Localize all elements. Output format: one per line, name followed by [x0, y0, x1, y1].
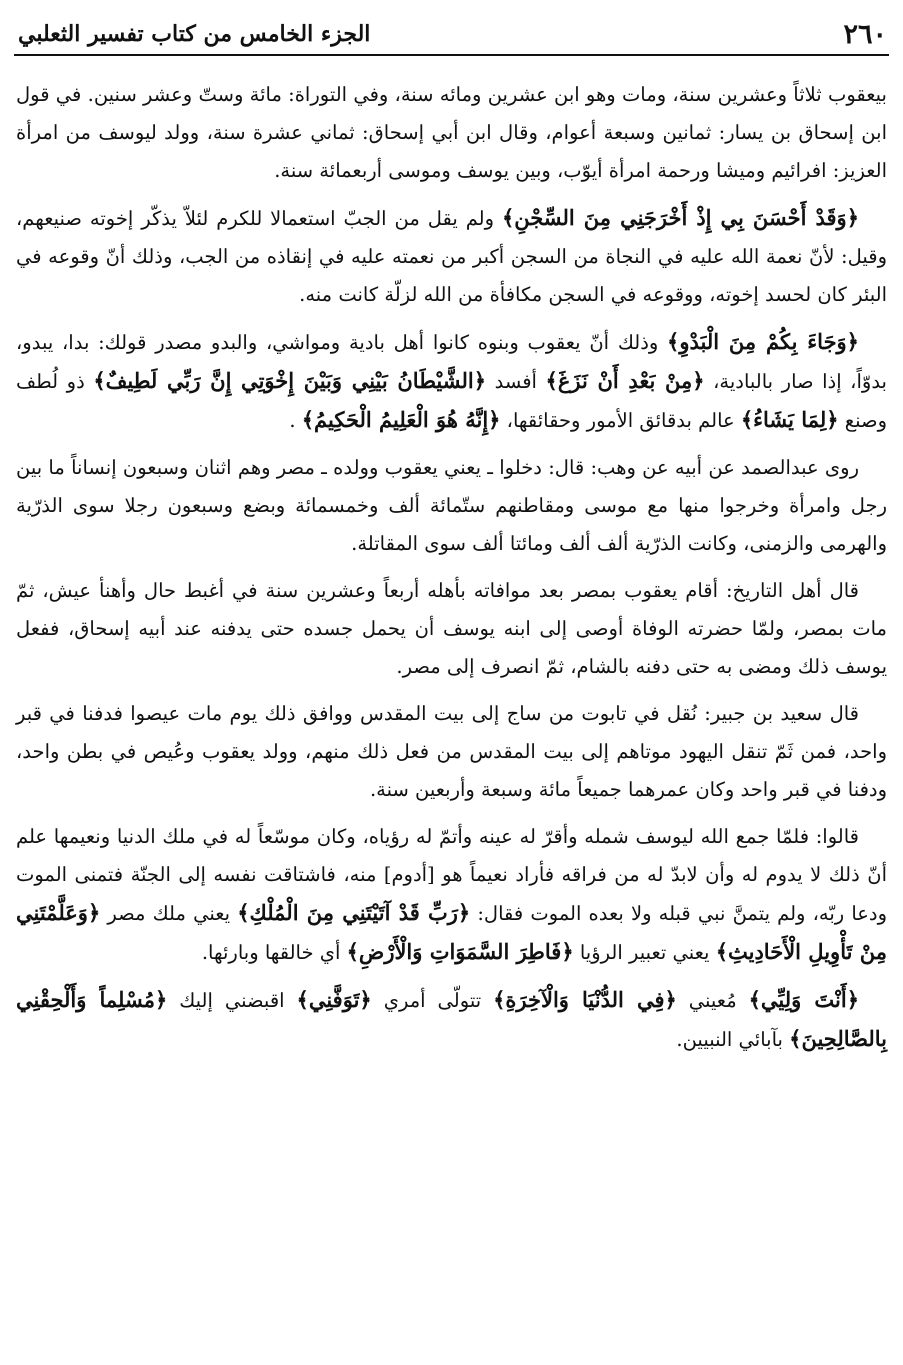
- quran-quote: ﴿وَجَاءَ بِكُمْ مِنَ الْبَدْوِ﴾: [667, 329, 859, 354]
- running-title: الجزء الخامس من كتاب تفسير الثعلبي: [18, 21, 371, 47]
- paragraph: [16, 323, 887, 440]
- paragraph-text: بيعقوب ثلاثاً وعشرين سنة، ومات وهو ابن عشرين ومائه سنة، وفي التوراة: مائة وستّ وعشر سنين. في قول ابن إسحاق بن يسار: ثمانين وسبعة أعوام، وقال ابن أبي إسحاق: ثماني عشرة سنة، وولد ليوسف من امرأة العزيز: افرائيم وميشا ورحمة امرأة أيوّب، وبين يوسف وموسى أربعمائة سنة.: [16, 83, 887, 182]
- paragraph-text: يعني ملك مصر: [100, 902, 238, 925]
- page-number: ٢٦٠: [843, 18, 887, 50]
- paragraph-text: وذلك أنّ يعقوب وبنوه كانوا أهل بادية ومواشي، والبدو مصدر قولك: بدا، يبدو، بدوّاً، إذا صار بالبادية،: [16, 331, 887, 393]
- paragraph-text: قال سعيد بن جبير: نُقل في تابوت من ساج إلى بيت المقدس ووافق ذلك يوم مات عيصوا فدفنا في قبر واحد، فمن ثَمّ تنقل اليهود موتاهم إلى بيت المقدس من فعل ذلك منهم، وولد يعقوب وعُيص في بطن واحد، ودفنا في قبر واحد وكان عمرهما جميعاً مائة وسبعة وأربعين سنة.: [16, 702, 887, 801]
- paragraph-text: قالوا: فلمّا جمع الله ليوسف شمله وأقرّ له عينه وأتمّ له رؤياه، وكان موسّعاً له في ملك الدنيا ونعيمها علم أنّ ذلك لا يدوم له وأن لابدّ له من فراقه فأراد نعيماً هو [أدوم] منه، فاشتاقت نفسه إلى الجنّة فتمنى الموت ودعا ربّه، ولم يتمنَّ نبي قبله ولا بعده الموت فقال:: [16, 825, 888, 925]
- paragraph-text: قال أهل التاريخ: أقام يعقوب بمصر بعد موافاته بأهله أربعاً وعشرين سنة في أغبط حال وأهنأ عيش، ثمّ مات بمصر، ولمّا حضرته الوفاة أوصى إلى ابنه يوسف أن يحمل جسده حتى يدفنه عند أبيه إسحاق، ففعل يوسف ذلك ومضى به حتى دفنه بالشام، ثمّ انصرف إلى مصر.: [16, 579, 887, 678]
- quran-quote: ﴿إِنَّهُ هُوَ الْعَلِيمُ الْحَكِيمُ﴾: [301, 407, 501, 432]
- paragraph-text: روى عبدالصمد عن أبيه عن وهب: قال: دخلوا ـ يعني يعقوب وولده ـ مصر وهم اثنان وسبعون إنساناً ما بين رجل وامرأة وخرجوا منها مع موسى ومقاطنهم ستّمائة ألف وخمسمائة وبضع وسبعون رجلا سوى الذرّية والهرمى والزمنى، وكانت الذرّية ألف ألف ومائتا ألف سوى المقاتلة.: [16, 456, 887, 555]
- paragraph-text: اقبضني إليك: [167, 989, 297, 1012]
- paragraph: [16, 76, 887, 190]
- paragraph-text: مُعيني: [676, 989, 749, 1012]
- quran-quote: ﴿مِنْ بَعْدِ أَنْ نَزَغَ﴾: [545, 368, 705, 393]
- quran-quote: ﴿الشَّيْطَانُ بَيْنِي وَبَيْنَ إِخْوَتِي إِنَّ رَبِّي لَطِيفٌ﴾: [93, 368, 487, 393]
- quran-quote: ﴿وَعَلَّمْتَنِي مِنْ تَأْوِيلِ الْأَحَادِيثِ﴾: [16, 900, 887, 964]
- quran-quote: ﴿فَاطِرَ السَّمَوَاتِ وَالْأَرْضِ﴾: [346, 939, 574, 964]
- paragraph-text: بآبائي النبيين.: [676, 1028, 790, 1051]
- quran-quote: ﴿فِي الدُّنْيَا وَالْآخِرَةِ﴾: [493, 987, 677, 1012]
- page-body: [16, 76, 887, 1068]
- quran-quote: ﴿رَبِّ قَدْ آتَيْتَنِي مِنَ الْمُلْكِ﴾: [237, 900, 471, 925]
- paragraph: [16, 449, 887, 563]
- paragraph: [16, 695, 887, 809]
- paragraph: [16, 572, 887, 686]
- quran-quote: ﴿أَنْتَ وَلِيِّي﴾: [748, 987, 859, 1012]
- paragraph-text: أفسد: [486, 370, 546, 393]
- paragraph: [16, 818, 887, 972]
- paragraph-text: ذو لُطف وصنع: [16, 370, 887, 432]
- paragraph-text: تتولّى أمري: [371, 989, 494, 1012]
- quran-quote: ﴿مُسْلِماً وَأَلْحِقْنِي بِالصَّالِحِينَ﴾: [16, 987, 887, 1051]
- paragraph-text: ولم يقل من الجبّ استعمالا للكرم لئلاّ يذكّر إخوته صنيعهم، وقيل: لأنّ نعمة الله عليه في النجاة من السجن أكبر من نعمته عليه في إنقاذه من الجب، وذلك أنّ وقوعه في البئر كان لحسد إخوته، ووقوعه في السجن مكافأة من الله لزلّة كانت منه.: [16, 207, 887, 306]
- paragraph-text: عالم بدقائق الأمور وحقائقها،: [500, 409, 741, 432]
- paragraph: [16, 981, 887, 1059]
- paragraph: [16, 199, 887, 314]
- quran-quote: ﴿لِمَا يَشَاءُ﴾: [740, 407, 839, 432]
- paragraph-text: يعني تعبير الرؤيا: [573, 941, 716, 964]
- page-header: [14, 14, 889, 56]
- quran-quote: ﴿وَقَدْ أَحْسَنَ بِي إِذْ أَخْرَجَنِي مِنَ السِّجْنِ﴾: [501, 205, 859, 230]
- paragraph-text: .: [289, 409, 302, 432]
- paragraph-text: أي خالقها وبارئها.: [201, 941, 347, 964]
- quran-quote: ﴿تَوَفَّنِي﴾: [296, 987, 372, 1012]
